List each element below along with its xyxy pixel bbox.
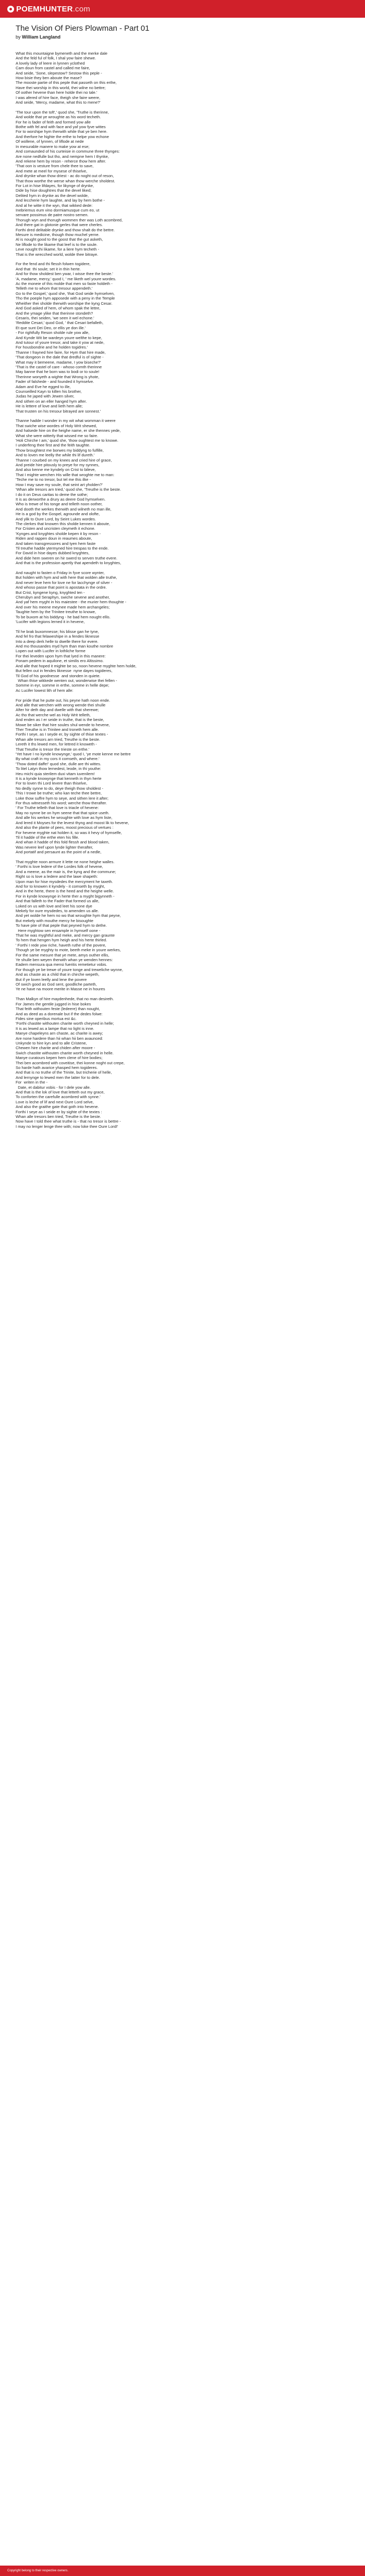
poem-line: Upon man for hise mysdedes the mercyment he taxeth. bbox=[16, 879, 113, 884]
poem-line: Ponam pedem in aquilone, et similis ero Altissimo. bbox=[16, 658, 104, 664]
poem-line: Cesaris, thei seiden, 'we seen it wel echone.' bbox=[16, 315, 94, 320]
poem-line: Thanne hadde I wonder in my wit what womman it weere bbox=[16, 418, 116, 424]
poem-line: Than Malkyn of hire maydenhede, that no man desireth. bbox=[16, 997, 114, 1002]
poem-line: Forthi I seye as I seide er by sighte of the textes : bbox=[16, 1109, 102, 1114]
site-logo[interactable] bbox=[7, 5, 90, 14]
poem-line: 'The tour upon the toft',' quod she, 'Truthe is therinne, bbox=[16, 109, 110, 115]
poem-line: This I trowe be truthe; who kan teche thee bettre, bbox=[16, 791, 102, 796]
poem-line: 'Forthi chastite withouten charite worth cheyned in helle; bbox=[16, 1021, 114, 1026]
poem-line: And whoso passe that point is apostata in the ordre. bbox=[16, 585, 107, 590]
poem-line: And the feld ful of folk, I shal yow faire shewe. bbox=[16, 56, 96, 61]
poem-line: Was nevere leef upon lynde lighter therafter, bbox=[16, 844, 93, 850]
poem-line: - For rightfully Reson sholde rule yow alle, bbox=[16, 330, 90, 335]
poem-line: And a meene, as the mair is, the kyng and the commune; bbox=[16, 869, 116, 874]
poem-line: May banne that he born was to bodi or to soule! bbox=[16, 369, 100, 375]
logo-text: POEM bbox=[16, 4, 40, 14]
poem-line: What may it bemeene, madame, I yow biseche?' bbox=[16, 359, 101, 365]
poem-line: But fellen out in fendes liknesse nyne dayes togideres, bbox=[16, 668, 113, 674]
poem-line: Ye ne have na moore merite in Masse ne in houres bbox=[16, 987, 105, 992]
poem-line: Swich chastite withouten charite worth cheyned in helle. bbox=[16, 1050, 114, 1055]
poem-line: Whan alle tresors ben tried, Treuthe is the beste. bbox=[16, 1114, 101, 1119]
poem-line: For James the gentile jugged in hise bokes bbox=[16, 1001, 91, 1006]
poem-line: Love is leche of lif and next Oure Lord selve, bbox=[16, 1099, 94, 1104]
poem-line: Now have I told thee what truthe is - that no tresor is bettre - bbox=[16, 1119, 121, 1124]
poem-line: Adam and Eve he egged to ille, bbox=[16, 384, 71, 389]
poem-line: And rekene hem by reson - reherce thow hem after. bbox=[16, 158, 106, 164]
poem-line: And alle his werkes he wroughte with love as hym liste, bbox=[16, 815, 113, 820]
poem-line: That is the wrecched world, wolde thee bitraye. bbox=[16, 252, 99, 257]
poem-line: Mesure is medicine, though thow muchel yerne. bbox=[16, 232, 100, 238]
poem-line: Of wollene, of lynnen, of liflode at nede bbox=[16, 139, 84, 144]
by-label: by bbox=[16, 34, 21, 40]
poem-line: And al he witte it the wyn, that wikked dede: bbox=[16, 203, 93, 208]
poem-line: The mooste partie of this peple that passeth on this erthe, bbox=[16, 80, 117, 85]
poem-line: And God asked of hem, of whom spak the lettre, bbox=[16, 306, 101, 311]
poem-line: Al is nought good to the goost that the gut asketh, bbox=[16, 237, 103, 242]
poem-line: And preide hire pitously to preye for my synnes, bbox=[16, 463, 100, 468]
poem-line: Of swich good as God sent, goodliche parteth, bbox=[16, 982, 97, 987]
poem-line: For thei leveden upon hym that lyed in this manere: bbox=[16, 653, 106, 658]
poem-line: No dedly synne to do, deye theigh thow sholdest - bbox=[16, 786, 104, 791]
poem-line: Thei ben acombred with coveitise, thei konne noght out crepe, bbox=[16, 1060, 125, 1065]
poem-line: 'Teche me to no tresor, but tel me this ilke - bbox=[16, 477, 91, 482]
poem-line: And tutour of youre tresor, and take it yow at nede, bbox=[16, 340, 105, 345]
poem-line: And ylik to Oure Lord, by Seint Lukes wordes. bbox=[16, 516, 96, 521]
poem-line: Go to the Gospel,' quod she, 'that God seide hymselven, bbox=[16, 291, 115, 296]
logo-suffix: HUNTER bbox=[39, 4, 73, 14]
poem-line: For pride that he putte out, his peyne hath noon ende. bbox=[16, 698, 111, 703]
poem-line: For writen in the - bbox=[16, 1080, 48, 1085]
poem-line: And alle that werchen with wrong wende thei shulle bbox=[16, 702, 106, 707]
poem-line: That swiche wise wordes of Holy Writ shewed, bbox=[16, 423, 98, 428]
poem-line: Who is trewe of his tonge and telleth noon oother, bbox=[16, 502, 103, 507]
logo-icon bbox=[7, 6, 14, 13]
poem-line: Telleth me to whom that tresour appendeth.' bbox=[16, 286, 93, 291]
poem-line: And halsede hire on the heighe name, er she thennes yede, bbox=[16, 428, 121, 433]
poem-line: And didе hem sweren on hir swerd to serven truthe evere. bbox=[16, 555, 118, 561]
poem-line: For thus witnesseth his word; werche thow therafter. bbox=[16, 801, 107, 806]
poem-line: And to loven me leelly the while thi lif dureth.' bbox=[16, 453, 95, 458]
poem-line: And mo thousandes myd hym than man kouthe nombre bbox=[16, 644, 113, 649]
poem-line: Have thei worship in this world, thei wilne no bettre; bbox=[16, 85, 106, 90]
poem-line: And drynke whan thow driest - ac do noght out of reson, bbox=[16, 173, 114, 179]
poem-line: To litel Latyn thow lernedest, leode, in thi youthe: bbox=[16, 766, 101, 771]
poem-line: And wolde that ye wroughte as his word techeth. bbox=[16, 115, 101, 120]
poem-line: 'Kynges and knyghtes sholde kepen it by reson - bbox=[16, 531, 101, 536]
poem-line: 'Reddite Cesari,' quod God, ' that Cesari befalleth, bbox=[16, 320, 104, 326]
poem-line: He is a god by the Gospel, agrounde and olofte, bbox=[16, 512, 100, 517]
poem-line: The clerkes that knowen this sholde kennen it aboute, bbox=[16, 521, 111, 526]
stanza bbox=[16, 570, 349, 624]
poem-line: For housbondrie and he holden togidres.' bbox=[16, 345, 88, 350]
poem-line: Ac the moneie of this molde that men so faste holdeth - bbox=[16, 281, 113, 287]
poem-line: And in the herte, there is the heed and the heighe welle. bbox=[16, 889, 114, 894]
poem-line: Into a deep derk helle to dwelle there for evere. bbox=[16, 639, 99, 644]
poem-line: After hir deth day and dwelle with that sherewe; bbox=[16, 707, 99, 713]
poem-line: And mete at meel for mysese of thiselve, bbox=[16, 168, 88, 173]
poem-line: Chewen hire charite and chiden after moore - bbox=[16, 1046, 95, 1051]
poem-line: Heu michi quia sterilem duxi vitam iuvenilem! bbox=[16, 771, 95, 776]
poem-line: ' Forthi is love ledere of the Lordes folk of hevene, bbox=[16, 864, 103, 869]
poem-line: And alle that hoped it mighte be so, noon hevene myghte hem holde, bbox=[16, 663, 137, 668]
poem-line: To hem that hengen hym heigh and his herte thirled. bbox=[16, 938, 107, 943]
poem-line: May no synne be on hym seene that that spice useth. bbox=[16, 810, 110, 815]
poem-line: It is a kynde knowynge that kenneth in thyn herte bbox=[16, 776, 102, 781]
poem-line: 'Lucifer with legions lerned it in hevene, bbox=[16, 619, 85, 625]
byline bbox=[16, 34, 349, 40]
poem-line: Leve nought thi likame, for a liere hym techeth - bbox=[16, 247, 99, 252]
poem-line: Right so is love a ledere and the lawe shapeth: bbox=[16, 874, 98, 879]
poem-line: That he was myghtful and meke, and mercy gan graunte bbox=[16, 933, 115, 938]
poem-line: Dide by hise doughtres that the devel liked; bbox=[16, 188, 92, 193]
stanza bbox=[16, 51, 349, 105]
poem-line: And taken transgressores and tyen hem faste bbox=[16, 541, 96, 546]
poem-line: Wheither thei sholde therwith worshipe the kyng Cesar. bbox=[16, 301, 113, 306]
poem-line: Ac Lucifer lowest lith of hem alle: bbox=[16, 688, 74, 693]
poem-line: Ne liflode to the likame that leef is to the soule. bbox=[16, 242, 98, 247]
poem-line: It is as derworthe a drury as deere God hymselven. bbox=[16, 496, 106, 502]
poem-line: And also the plante of pees, moost precious of vertues : bbox=[16, 825, 114, 830]
poem-line: Manye chapeleyns arn chaste, ac charite is awey; bbox=[16, 1031, 103, 1036]
poem-line: Forthi dred delitable drynke and thow shalt do the bettre. bbox=[16, 227, 115, 232]
poem-line: Taughte hem by the Trinitee treuthe to knowe, bbox=[16, 609, 96, 615]
poem-line: 'Thow doted daffe!' quod she, dulle are thi wittes. bbox=[16, 761, 102, 766]
poem-line: And leccherie hym laughte, and lay by hem bothe - bbox=[16, 198, 105, 203]
poem-line: 'That dongeon in the dale that dredful is of sighte - bbox=[16, 355, 104, 360]
poem-line: And seide, 'Sone, slepestow? Sestow this peple - bbox=[16, 70, 102, 76]
poem-line: He is lettere of love and lieth hem alle; bbox=[16, 404, 83, 409]
poem-line: But if ye loven leelly and lene the povere bbox=[16, 977, 87, 982]
poem-line: 'Whan alle tresors arn tried,' quod she, 'Treuthe is the beste. bbox=[16, 487, 121, 492]
poem-line: Til treuthe hadde ytermyned hire trespas to the ende. bbox=[16, 545, 109, 551]
poem-line: Of oother hevene than here holde thei no tale.' bbox=[16, 90, 98, 95]
poem-header bbox=[0, 18, 365, 40]
poem-line: That trusten on his tresour bitrayed are sonnest.' bbox=[16, 408, 101, 414]
poem-line: Thanne I frayned hire faire, for Hym that hire made, bbox=[16, 350, 106, 355]
poem-line: Counseilled Kayn to killen his brother, bbox=[16, 389, 82, 394]
poem-line: And as deed as a dorenale but if the dedes folwe: bbox=[16, 1011, 103, 1016]
author-link[interactable]: William Langland bbox=[22, 34, 60, 40]
poem-line: That I mighte werchen His wille that wroghte me to man: bbox=[16, 472, 115, 477]
poem-line: Judas he japed with Jewen silver, bbox=[16, 394, 75, 399]
poem-line: And sithen on an eller hanged hym after. bbox=[16, 399, 87, 404]
poem-line: And lernynge to lewed men the latter for to dele. bbox=[16, 1075, 100, 1080]
poem-line: That Treuthe is tresor the trieste on erthe.' bbox=[16, 746, 90, 752]
poem-line: And fel fro that felaweshipe in a fendes liknesse bbox=[16, 634, 100, 639]
poem-line: 'That oon is vesture from chele thee to save, bbox=[16, 164, 94, 169]
poem-line: And there gat in glotonie gerles that were cherles. bbox=[16, 222, 103, 228]
poem-line: For Cristen and uncristen cleymeth it echone. bbox=[16, 526, 95, 531]
poem-line: For the same mesure that ye mete, amys outher ellis, bbox=[16, 952, 110, 957]
poem-line: For though ye be trewe of youre tonge and treweliche wynne, bbox=[16, 967, 123, 972]
poem-line: I do it on Deus caritas to deme the sothe; bbox=[16, 492, 88, 497]
poem-line: And enden as I er seide in truthe, that is the beste, bbox=[16, 717, 104, 723]
poem-line: And lered it Moyses for the levest thyng and moost lik to hevene, bbox=[16, 820, 129, 825]
poem-line: Are none nedfulle but tho, and nempne hem I thynke, bbox=[16, 154, 109, 159]
poem-line: Lopen out with Lucifer in lothliche forme bbox=[16, 649, 86, 654]
poem-line: I may no lenger lenge thee with; now loke thee Oure Lord!' bbox=[16, 1124, 118, 1129]
poem-line: Fides sine operibus mortua est &c. bbox=[16, 1016, 77, 1021]
poem-line: And also the graithe gate that goth into hevene. bbox=[16, 1104, 99, 1110]
poem-line: But Crist, kyngene kyng, knyghted ten - bbox=[16, 590, 85, 595]
site-footer bbox=[0, 2566, 365, 2576]
site-header bbox=[0, 0, 365, 18]
poem-line: Lereth it ths lewed men, for lettred it knoweth - bbox=[16, 742, 97, 747]
poem-line: Loked on us with love and leet his sone dye bbox=[16, 903, 92, 909]
poem-line: 'Holi Chirche I am,' quod she, 'thow oughtest me to knowe. bbox=[16, 438, 118, 443]
poem-line: How bisie they ben aboute the mase? bbox=[16, 76, 82, 81]
poem-line: 'A, madame, mercy,' quod I, ' me liketh wel youre wordes. bbox=[16, 276, 116, 281]
poem-line: And yaf hem myght in his maiestee - the murier hem thoughte - bbox=[16, 600, 127, 605]
poem-line: And that falleth to the Fader that formed us alle, bbox=[16, 899, 100, 904]
poem-line: And Kynde Wit be wardeyn youre welthe to kepe, bbox=[16, 335, 102, 340]
poem-line: A lovely lady of leere in lynnen yclothed bbox=[16, 60, 85, 66]
poem-line: And also kenne me kyndely on Crist to bileve, bbox=[16, 467, 96, 472]
poem-line: And dooth the werkes therwith and wilneth no man ille, bbox=[16, 506, 112, 512]
copyright-text: Copyright belong to their respective owners. bbox=[7, 2569, 69, 2572]
poem-line: 'Yet have I no kynde knowynge,' quod I, 'ye mote kenne me bettre bbox=[16, 752, 131, 756]
poem-line: Forthi I seye, as I seyde er, by sighte of thise textes - bbox=[16, 732, 108, 737]
poem-body bbox=[0, 40, 365, 1129]
poem-line: Here myghtow sen ensample in hymself oone - bbox=[16, 928, 101, 933]
poem-line: Manye curatours kepen hem clene of hire bodies; bbox=[16, 1055, 103, 1061]
stanza bbox=[16, 860, 349, 992]
poem-line: For he is fader of feith and formed yow alle bbox=[16, 119, 91, 125]
poem-line: I was afered of hire face, theigh she faire weere, bbox=[16, 95, 101, 100]
poem-line: And that is the profession apertly that apendeth to knyghtes, bbox=[16, 561, 121, 566]
poem-line: Riden and rappen doun in reaumes aboute, bbox=[16, 536, 92, 541]
poem-line: ' Forthi I rede yow riche, haveth ruthe of the povere, bbox=[16, 942, 106, 948]
poem-line: And over his meene meynee made hem archangeles; bbox=[16, 604, 110, 609]
stanza bbox=[16, 997, 349, 1129]
poem-line: Mekely for oure mysdedes, to amenden us alle. bbox=[16, 908, 99, 913]
poem-line: For to worshipe hym therwith while that ye ben here. bbox=[16, 129, 108, 134]
poem-line: Date, et dabitur vobis - for I dele yow alle. bbox=[16, 1085, 91, 1090]
stanza bbox=[16, 418, 349, 565]
poem-line: Tho the poeple hym apposede with a peny in the Temple bbox=[16, 296, 115, 301]
stanza bbox=[16, 629, 349, 693]
poem-line: Inebriemus eum vino dormiamusque cum eo, ut bbox=[16, 207, 100, 213]
poem-line: What she were witterly that wissed me so faire. bbox=[16, 433, 99, 438]
poem-line: For in kynde knowynge in herte ther a myght bigynneth - bbox=[16, 893, 115, 899]
poem-line: Cherubyn and Seraphyn, swiche sevene and another, bbox=[16, 595, 110, 600]
poem-line: And never leve hem for love ne for lacchynge of silver - bbox=[16, 580, 113, 585]
poem-line: And therfore he highte the erthe to helpe yow echone bbox=[16, 134, 110, 139]
poem-title: The Vision Of Piers Plowman - Part 01 bbox=[16, 24, 150, 33]
poem-line: Ther Treuthe is in Trinitee and troneth hem alle. bbox=[16, 727, 99, 732]
poem-line: Whan thise wikkede wenten out, wonderwise thei fellen - bbox=[16, 678, 117, 683]
poem-line: And the ymage ylike that therinne stondeth? bbox=[16, 310, 93, 316]
poem-line: And that is no truthe of the Trinite, but tricherie of helle, bbox=[16, 1070, 112, 1075]
poem-line: Loke thow suffre hym to seye, and sithen lere it after; bbox=[16, 795, 108, 801]
poem-line: But holden with hym and with here that wolden alle truthe, bbox=[16, 575, 117, 580]
poem-line: But mekely with mouthe mercy he bisoughte bbox=[16, 918, 93, 923]
poem-line: Unkynde to hire kyn and to alle Cristene, bbox=[16, 1040, 87, 1046]
poem-line: So harde hath avarice yhasped hem togideres. bbox=[16, 1065, 98, 1070]
poem-line: And yet wolde he hem no wo that wroughte hym that peyne, bbox=[16, 913, 121, 918]
poem-line: And that is the lok of love that letteth out my grace, bbox=[16, 1090, 105, 1094]
poem-line: For Lot in hise lifdayes, for likynge of drynke, bbox=[16, 183, 94, 188]
poem-line: Though ye be myghty to mote, beeth meke in youre werkes, bbox=[16, 948, 121, 953]
poem-line: Therinne wonyeth a wighte that Wrong is yhote, bbox=[16, 374, 100, 379]
poem-line: Whan alle tresors arn tried, Treuthe is the beste. bbox=[16, 737, 101, 742]
poem-line: ' For Truthe telleth that love is triacle of hevene: bbox=[16, 805, 99, 811]
poem-line: Et que sunt Dei Deo, or ellis ye don ille.' bbox=[16, 325, 86, 330]
poem-line: Mowe be siker that hire soules shul wende to hevene, bbox=[16, 722, 110, 727]
poem-line: And as chaste as a child that in chirche wepeth, bbox=[16, 972, 100, 977]
poem-line: That myghte noon armure it lette ne none heighe walles. bbox=[16, 859, 115, 864]
poem-line: To be buxom at his biddyng - he bad hem nought ellis. bbox=[16, 614, 111, 619]
poem-line: 'That is the castel of care - whoso comth therinne bbox=[16, 364, 102, 369]
poem-line: And portatif and persaunt as the point of a nedle, bbox=[16, 850, 102, 855]
poem-line: Thanne I courbed on my knees and cried hire of grace, bbox=[16, 457, 112, 463]
poem-line: And comaunded of his curteisie in commune three thynges: bbox=[16, 149, 120, 154]
poem-line: For hevene myghte nat holden it, so was it hevy of hymselfe, bbox=[16, 830, 122, 835]
poem-line: And naught to fasten o Friday in fyve score wynter, bbox=[16, 570, 105, 575]
poem-line: That thow worthe the werse whan thow werche sholdest. bbox=[16, 178, 115, 183]
poem-line: For the fend and thi flessh folwen togidere, bbox=[16, 262, 91, 267]
stanza bbox=[16, 110, 349, 257]
poem-line: And that thi soule; set it in thin herte. bbox=[16, 266, 81, 271]
poem-line: Delited hym in drynke as the devel wolde, bbox=[16, 193, 89, 198]
poem-line: In mesurable manere to make yow at ese; bbox=[16, 144, 90, 149]
logo-domain: .com bbox=[72, 4, 90, 14]
poem-line: Eadem mensura qua mensi fueritis remetietur vobis. bbox=[16, 962, 107, 967]
poem-line: I underfeng thee first and the feith taughte. bbox=[16, 443, 91, 448]
poem-line: Ye shulle ben weyen therwith whan ye wenden hennes: bbox=[16, 957, 113, 963]
poem-line: Thorugh wyn and thorugh wommen ther was Loth acombred, bbox=[16, 217, 123, 222]
poem-line: What this mountaigne bymeneth and the merke dale bbox=[16, 51, 108, 56]
poem-line: Thow broughtest me borwes my biddyng to fulfille, bbox=[16, 447, 104, 453]
poem-line: To have pite of that peple that peyned hym to dethe. bbox=[16, 923, 107, 928]
poem-line: And whan it hadde of this fold flessh and blood taken, bbox=[16, 840, 110, 845]
poem-line: servare possimus de patre nostro semen. bbox=[16, 213, 89, 218]
poem-line: Til God of his goodnesse and stonden in quiete. bbox=[16, 673, 101, 678]
poem-line: And seide, 'Mercy, madame, what this to mene?' bbox=[16, 100, 101, 105]
poem-line: To conforten the carefulle acombred with synne.' bbox=[16, 1094, 101, 1100]
stanza bbox=[16, 262, 349, 414]
stanza bbox=[16, 698, 349, 855]
poem-line: Fader of falshede - and founded it hymselve. bbox=[16, 379, 94, 384]
poem-line: Ac tho that werche wel as Holy Wrіt telleth, bbox=[16, 712, 91, 717]
poem-line: That feith withouten feste (ledeere) than nought, bbox=[16, 1006, 100, 1012]
poem-line: Til it hadde of the erthe eten his fille. bbox=[16, 835, 79, 840]
poem-line: Til he brak buxomnesse; his blisse gan he tyne, bbox=[16, 629, 99, 634]
poem-line: How I may save my soule, that seint art yholden?' bbox=[16, 482, 103, 487]
poem-line: By what craft in my cors it comseth, and where.' bbox=[16, 756, 100, 762]
poem-line: For to loven thi Lord levere than thiselve, bbox=[16, 781, 88, 786]
poem-line: Bothe with fel and with face and yaf yow fyve wittes bbox=[16, 125, 106, 130]
poem-line: And for to knowen it kyndely - it comseth by myght, bbox=[16, 883, 105, 889]
poem-line: Are none hardere than hii whan hii ben avaunced: bbox=[16, 1036, 103, 1041]
poem-line: For David in hise dayes dubbed knyghtes, bbox=[16, 551, 90, 556]
poem-line: It is as lewed as a lampe that no light is inne. bbox=[16, 1026, 94, 1031]
poem-line: And for thow sholdest ben ywar, I wisse thee the beste.' bbox=[16, 271, 113, 277]
poem-line: Somme in eyr, somme in erthe, somme in helle depe; bbox=[16, 683, 110, 688]
poem-line: Cam doun from castel and called me faire, bbox=[16, 66, 90, 71]
